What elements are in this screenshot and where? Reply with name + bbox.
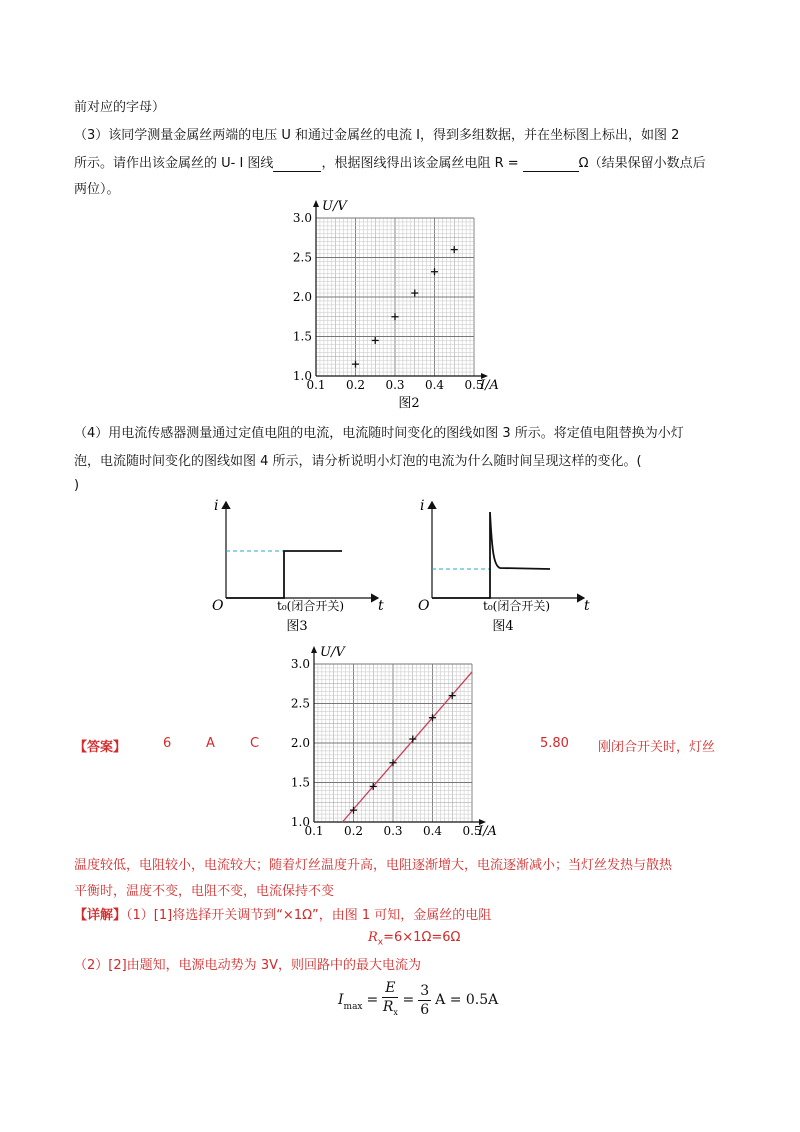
data-point [352, 361, 359, 368]
formula-i: I [338, 992, 344, 1008]
formula-rx-sub: x [377, 937, 384, 948]
formula-six: 6 [420, 1001, 430, 1018]
x-tick-label: 0.3 [385, 378, 405, 392]
q3-line3: 两位）。 [74, 182, 120, 197]
answer-tick-labels [291, 657, 482, 838]
x-tick-label: 0.5 [462, 824, 482, 838]
y-tick-label: 1.5 [292, 329, 312, 344]
formula-three: 3 [420, 982, 430, 999]
detail-text2: （2）[2]由题知，电源电动势为 3V，则回路中的最大电流为 [74, 958, 421, 973]
x-tick-label: 0.4 [422, 824, 443, 838]
answer-text3: 平衡时，温度不变，电阻不变，电流保持不变 [74, 884, 335, 899]
x-tick-label: 0.1 [304, 824, 324, 838]
fig3-caption: 图3 [286, 619, 308, 634]
answer-blank-r [523, 156, 579, 172]
formula-max-sub: max [343, 1002, 363, 1012]
q4-line1: （4）用电流传感器测量通过定值电阻的电流，电流随时间变化的图线如图 3 所示。将定值电阻替换为小灯 [74, 426, 684, 441]
formula-rx-value: =6×1Ω=6Ω [383, 930, 461, 945]
fig4-current-curve [432, 512, 550, 598]
x-tick-label: 0.2 [345, 378, 366, 392]
q3-line2-a: 所示。请作出该金属丝的 U- I 图线 [74, 156, 274, 171]
detail-text1: （1）[1]将选择开关调节到“×1Ω”，由图 1 可知，金属丝的电阻 [126, 908, 492, 923]
fig2-y-label: U/V [322, 199, 347, 214]
data-point [411, 290, 418, 297]
fig3-origin: O [212, 598, 224, 614]
detail-line1 [74, 904, 491, 923]
data-point [372, 337, 379, 344]
answer-1: 6 [163, 736, 172, 751]
answer-chart [278, 640, 518, 840]
answer-x-label: I/A [478, 824, 497, 839]
continued-line: 前对应的字母） [74, 100, 166, 115]
data-point [409, 736, 416, 743]
y-tick-label: 1.5 [290, 775, 310, 790]
fig4-origin: O [418, 598, 430, 614]
q3-line2-c: Ω（结果保留小数点后 [578, 156, 706, 171]
answer-grid [314, 664, 472, 822]
answer-2: A [206, 736, 215, 751]
fig4-caption: 图4 [492, 619, 514, 634]
answer-text2: 温度较低，电阻较小，电流较大；随着灯丝温度升高，电阻逐渐增大，电流逐渐减小；当灯丝发热与散热 [74, 858, 673, 873]
data-point [392, 313, 399, 320]
formula-r-sub: x [393, 1007, 398, 1017]
answer-4: 5.80 [540, 736, 569, 751]
fig3-y-label: i [214, 498, 219, 514]
y-tick-label: 3.0 [292, 211, 312, 225]
y-axis-arrow [313, 200, 319, 207]
detail-tag: 【详解】 [74, 908, 127, 923]
fig4-chart [406, 492, 596, 640]
q4-line3: ) [74, 478, 80, 493]
answer-tag: 【答案】 [74, 740, 127, 755]
q3-line2-b: ，根据图线得出该金属丝电阻 R = [321, 156, 519, 171]
x-tick-label: 0.1 [306, 378, 326, 392]
answer-3: C [250, 736, 260, 751]
formula-rx-symbol: R [368, 930, 378, 945]
detail-line2 [74, 954, 421, 973]
formula-imax [338, 978, 498, 1022]
formula-r: R [382, 998, 394, 1015]
x-tick-label: 0.3 [383, 824, 403, 838]
answer-y-label: U/V [320, 645, 345, 660]
y-tick-label: 2.0 [290, 736, 310, 750]
fig2-chart [280, 192, 520, 412]
fig3-t0-label: t₀(闭合开关) [277, 599, 344, 613]
data-point [451, 246, 458, 253]
y-axis-arrow [311, 646, 317, 653]
formula-eq2: = [402, 992, 415, 1008]
formula-frac-e-r [382, 979, 398, 1022]
y-tick-label: 3.0 [290, 657, 310, 671]
formula-rx-denom [383, 998, 398, 1022]
fig3-x-label: t [378, 598, 384, 614]
fig2-tick-labels [293, 211, 484, 392]
y-tick-label: 1.0 [292, 369, 312, 383]
fig3-chart [200, 492, 390, 640]
fig4-x-label: t [584, 598, 590, 614]
fig2-x-label: I/A [480, 378, 499, 393]
x-tick-label: 0.2 [343, 824, 364, 838]
answer-text1: 刚闭合开关时，灯丝 [598, 740, 716, 755]
formula-eq1: = [366, 992, 379, 1008]
y-tick-label: 2.5 [290, 696, 310, 711]
q4-line2: 泡，电流随时间变化的图线如图 4 所示，请分析说明小灯泡的电流为什么随时间呈现这样的变化。( [74, 454, 642, 469]
fig2-grid [316, 218, 474, 376]
y-tick-label: 2.5 [292, 250, 312, 265]
fig4-t0-label: t₀(闭合开关) [483, 599, 550, 613]
q3-line1: （3）该同学测量金属丝两端的电压 U 和通过金属丝的电流 I，得到多组数据，并在坐标图上标出，如图 2 [74, 128, 680, 143]
answer-blank-line [273, 156, 321, 172]
x-tick-label: 0.5 [464, 378, 484, 392]
x-tick-label: 0.4 [424, 378, 445, 392]
formula-frac-3-6 [418, 982, 431, 1019]
formula-result: A = 0.5A [435, 992, 499, 1008]
fig4-y-label: i [420, 498, 425, 514]
formula-rx [368, 930, 460, 948]
formula-e: E [382, 979, 398, 998]
q3-line2 [74, 152, 706, 172]
y-tick-label: 1.0 [290, 815, 310, 829]
y-tick-label: 2.0 [292, 290, 312, 304]
fig3-current-curve [226, 551, 342, 598]
fig2-points [352, 246, 458, 368]
fig2-caption: 图2 [398, 396, 420, 411]
